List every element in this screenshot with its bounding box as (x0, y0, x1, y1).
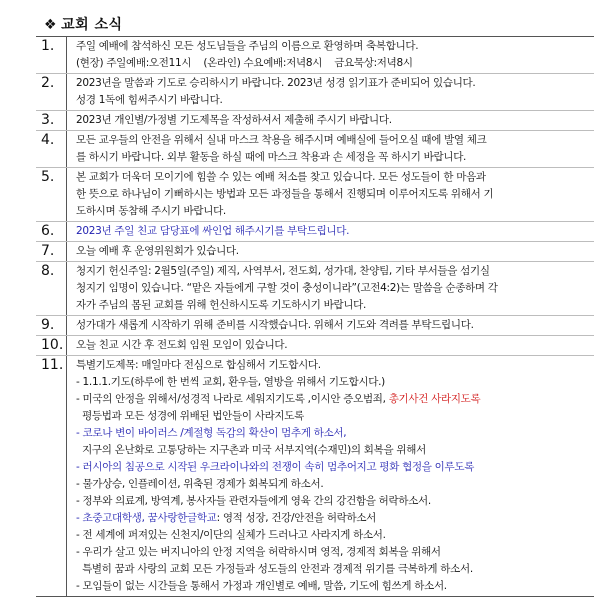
news-item-line (76, 561, 592, 578)
news-item-number: 8. (41, 263, 55, 279)
news-item-body (66, 111, 594, 130)
news-item-text: 한 뜻으로 하나님이 기뻐하시는 방법과 모든 과정들을 통해서 진행되며 이루어지도록 위해서 기 (76, 188, 494, 200)
news-item (36, 168, 594, 222)
news-item-line (76, 578, 592, 595)
news-item-line (76, 442, 592, 459)
news-item-text: : 영적 성장, 건강/안전을 허락하소서 (216, 512, 377, 524)
news-item-text: 청지기 헌신주일: 2월5일(주일) 제직, 사역부서, 전도회, 성가대, 찬양팀, 기타 부서들을 섬기실 (76, 265, 490, 277)
news-item-body (66, 356, 594, 596)
news-item-text: 2023년을 말씀과 기도로 승리하시기 바랍니다. 2023년 성경 읽기표가 준비되어 있습니다. (76, 77, 476, 89)
news-item-line (76, 263, 592, 280)
news-item (36, 336, 594, 356)
news-item-text: - 모임들이 없는 시간들을 통해서 가정과 개인별로 예배, 말씀, 기도에 힘쓰게 하소서. (76, 580, 447, 592)
news-item-text: 오늘 예배 후 운영위원회가 있습니다. (76, 245, 239, 257)
news-item-line (76, 280, 592, 297)
news-item-text: 모든 교우들의 안전을 위해서 실내 마스크 착용을 해주시며 예배실에 들어오실 때에 발열 체크 (76, 134, 487, 146)
news-item-number: 3. (41, 112, 55, 128)
news-item-line (76, 149, 592, 166)
news-item-text: 자가 주님의 몸된 교회를 위해 헌신하시도록 기도하시기 바랍니다. (76, 299, 367, 311)
news-item-line (76, 203, 592, 220)
news-list (36, 36, 594, 597)
section-title (44, 14, 123, 34)
news-item-text: - 미국의 안정을 위해서/성경적 나라로 세워지기도록 ,이시안 증오범죄, (76, 393, 389, 405)
news-item-text: 2023년 주일 친교 담당표에 싸인업 해주시기를 부탁드립니다. (76, 225, 350, 237)
news-item-line (76, 374, 592, 391)
news-item-number: 9. (41, 317, 55, 333)
news-item-line (76, 132, 592, 149)
news-item-text: - 물가상승, 인플레이션, 위축된 경제가 회복되게 하소서. (76, 478, 324, 490)
news-item-body (66, 262, 594, 315)
news-item-line (76, 55, 592, 72)
news-item-text: - 코로나 변이 바이러스 /계절형 독감의 확산이 멈추게 하소서, (76, 427, 347, 439)
news-item-text: - 러시아의 침공으로 시작된 우크라이나와의 전쟁이 속히 멈추어지고 평화 협정을 이루도록 (76, 461, 475, 473)
news-item-text: - 우리가 살고 있는 버지니아의 안정 지역을 허락하시며 영적, 경제적 회복을 위해서 (76, 546, 441, 558)
news-item-line (76, 75, 592, 92)
news-item (36, 37, 594, 74)
news-item-body (66, 37, 594, 73)
news-item-number: 4. (41, 132, 55, 148)
diamond-bullet-icon: ❖ (44, 17, 58, 33)
news-item-text: 오늘 친교 시간 후 전도회 임원 모임이 있습니다. (76, 339, 288, 351)
news-item-line (76, 317, 592, 334)
news-item-text: - 초중고대학생, 꿈사랑한글학교 (76, 512, 217, 524)
news-item-text: 총기사건 사라지도록 (388, 393, 481, 405)
news-item-body (66, 316, 594, 335)
news-item-text: (현장) 주일예배:오전11시 (온라인) 수요예배:저녁8시 금요묵상:저녁8시 (76, 57, 413, 69)
news-item-number: 5. (41, 169, 55, 185)
news-item-number: 2. (41, 75, 55, 91)
news-item-line (76, 169, 592, 186)
news-item (36, 316, 594, 336)
news-item-number: 6. (41, 223, 55, 239)
news-item (36, 356, 594, 596)
news-item-text: 평등법과 모든 성경에 위배된 법안들이 사라지도록 (76, 410, 304, 422)
news-item-line (76, 408, 592, 425)
news-item (36, 222, 594, 242)
news-item-line (76, 223, 592, 240)
news-item (36, 131, 594, 168)
news-item (36, 242, 594, 262)
news-item-text: 성경 1독에 힘써주시기 바랍니다. (76, 94, 223, 106)
news-item-line (76, 493, 592, 510)
news-item-text: 2023년 개인별/가정별 기도제목을 작성하셔서 제출해 주시기 바랍니다. (76, 114, 392, 126)
news-item-text: 본 교회가 더욱더 모이기에 힘쓸 수 있는 예배 처소를 찾고 있습니다. 모든 성도들이 한 마음과 (76, 171, 486, 183)
news-item-line (76, 544, 592, 561)
news-item-text: 를 하시기 바랍니다. 외부 활동을 하실 때에 마스크 착용과 손 세정을 꼭 하시기 바랍니다. (76, 151, 467, 163)
news-item-line (76, 243, 592, 260)
news-item-number: 11. (41, 357, 64, 373)
news-item-text: 지구의 온난화로 고통당하는 지구촌과 미국 서부지역(수재민)의 회복을 위해서 (76, 444, 426, 456)
news-item-text: 청지기 임명이 있습니다. “맡은 자들에게 구할 것이 충성이니라”(고전4:2)는 말씀을 순종하며 각 (76, 282, 498, 294)
news-item-text: 특별히 꿈과 사랑의 교회 모든 가정들과 성도들의 안전과 경제적 위기를 극복하게 하소서. (76, 563, 473, 575)
news-item (36, 262, 594, 316)
news-item-number: 1. (41, 38, 55, 54)
news-item-body (66, 336, 594, 355)
news-item-line (76, 112, 592, 129)
news-item-body (66, 222, 594, 241)
news-item-text: - 정부와 의료계, 방역계, 봉사자들 관련자들에게 영육 간의 강건함을 허락하소서. (76, 495, 431, 507)
news-item-body (66, 242, 594, 261)
news-item-body (66, 74, 594, 110)
news-item-body (66, 168, 594, 221)
news-item-line (76, 92, 592, 109)
news-item-body (66, 131, 594, 167)
news-item-text: - 1.1.1.기도(하루에 한 번씩 교회, 환우들, 열방을 위해서 기도합시다.) (76, 376, 385, 388)
news-item-line (76, 186, 592, 203)
news-item-line (76, 527, 592, 544)
news-item (36, 111, 594, 131)
news-item-line (76, 391, 592, 408)
news-item-number: 7. (41, 243, 55, 259)
news-item-text: - 전 세계에 퍼져있는 신천지/이단의 실체가 드러나고 사라지게 하소서. (76, 529, 386, 541)
section-title-text: 교회 소식 (61, 17, 123, 33)
news-item-line (76, 337, 592, 354)
news-item-line (76, 357, 592, 374)
news-item-number: 10. (41, 337, 64, 353)
news-item-text: 도하시며 동참해 주시기 바랍니다. (76, 205, 226, 217)
news-item-line (76, 476, 592, 493)
news-item-line (76, 38, 592, 55)
news-item (36, 74, 594, 111)
news-item-line (76, 459, 592, 476)
news-item-text: 주일 예배에 참석하신 모든 성도님들을 주님의 이름으로 환영하며 축복합니다. (76, 40, 419, 52)
news-item-text: 특별기도제목: 매일마다 전심으로 합심해서 기도합시다. (76, 359, 321, 371)
news-item-line (76, 425, 592, 442)
news-item-line (76, 510, 592, 527)
news-item-line (76, 297, 592, 314)
news-item-text: 성가대가 새롭게 시작하기 위해 준비를 시작했습니다. 위해서 기도와 격려를 부탁드립니다. (76, 319, 474, 331)
